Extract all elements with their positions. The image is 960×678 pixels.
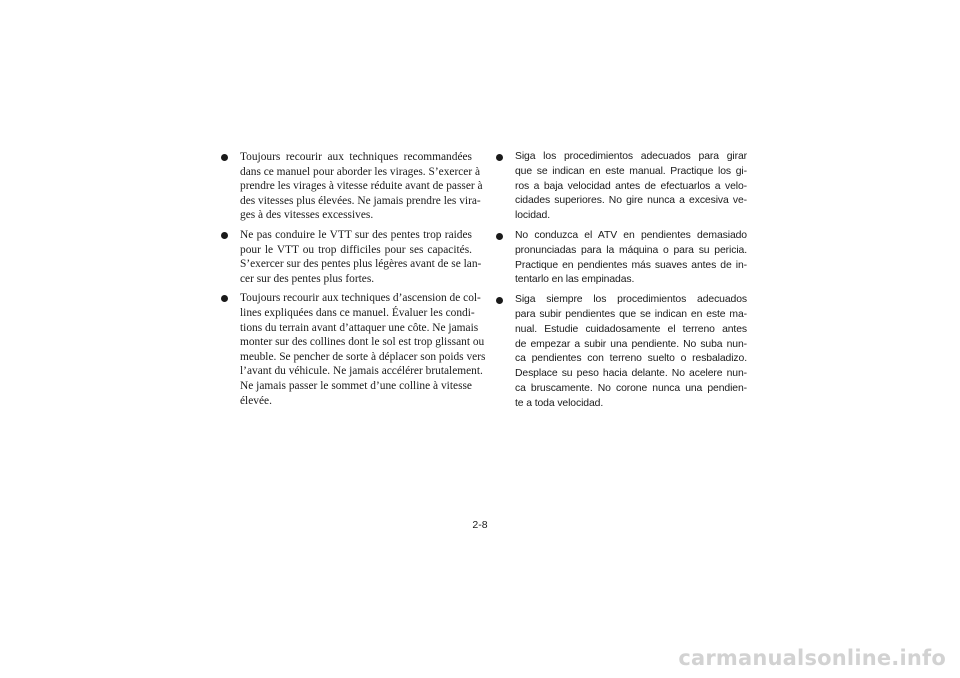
text-line: Practique en pendientes más suaves antes de in- xyxy=(515,259,747,271)
text-line: monter sur des collines dont le sol est trop glissant ou xyxy=(240,336,485,349)
bullet-dot-icon xyxy=(496,233,503,240)
bullet-dot-icon xyxy=(221,295,228,302)
watermark: carmanualsonline.info xyxy=(678,646,946,670)
text-line: ca pendientes con terreno suelto o resbaladizo. xyxy=(515,353,747,365)
text-line: ca bruscamente. No corone nunca una pendien- xyxy=(515,382,747,394)
text-line: ges à des vitesses excessives. xyxy=(240,209,374,222)
text-line: Desplace su peso hacia delante. No acelere nun- xyxy=(515,368,747,380)
text-line: Siga los procedimientos adecuados para girar xyxy=(515,151,747,162)
text-line: des vitesses plus élevées. Ne jamais prendre les vira- xyxy=(240,194,481,207)
text-line: tions du terrain avant d’attaquer une côte. Ne jamais xyxy=(240,321,479,334)
text-line: Ne pas conduire le VTT sur des pentes trop raides xyxy=(240,228,472,241)
text-line: l’avant du véhicule. Ne jamais accélérer brutalement. xyxy=(240,365,483,378)
page-number: 2-8 xyxy=(472,519,488,531)
text-line: nual. Estudie cuidadosamente el terreno antes xyxy=(515,323,747,335)
text-line: meuble. Se pencher de sorte à déplacer son poids vers xyxy=(240,350,486,363)
spanish-column xyxy=(495,150,747,417)
bullet-dot-icon xyxy=(496,297,503,304)
bullet-dot-icon xyxy=(221,154,228,161)
text-line: Toujours recourir aux techniques recommandées xyxy=(240,151,472,163)
text-line: para subir pendientes que se indican en este ma- xyxy=(515,308,747,320)
text-line: cer sur des pentes plus fortes. xyxy=(240,272,375,285)
text-line: Ne jamais passer le sommet d’une colline à vitesse xyxy=(240,379,472,392)
text-line: No conduzca el ATV en pendientes demasiado xyxy=(515,229,747,241)
french-bullet-item-3 xyxy=(220,291,486,408)
spanish-bullet-item-2 xyxy=(495,229,747,288)
text-line: dans ce manuel pour aborder les virages. S’exercer à xyxy=(240,165,481,178)
text-line: cidades superiores. No gire nunca a excesiva ve- xyxy=(515,195,747,207)
text-line: de empezar a subir una pendiente. No suba nun- xyxy=(515,338,747,350)
text-line: Toujours recourir aux techniques d’ascension de col- xyxy=(240,292,481,305)
text-line: que se indican en este manual. Practique los gi- xyxy=(515,165,747,177)
text-line: ros a baja velocidad antes de efectuarlos a velo- xyxy=(515,180,747,192)
bullet-dot-icon xyxy=(496,154,503,161)
bullet-dot-icon xyxy=(221,232,228,239)
text-line: tentarlo en las empinadas. xyxy=(515,274,635,286)
spanish-bullet-item-1 xyxy=(495,150,747,224)
french-bullet-item-1 xyxy=(220,150,483,223)
text-line: élevée. xyxy=(240,394,272,407)
french-column xyxy=(220,150,486,413)
text-line: pronunciadas para la máquina o para su pericia. xyxy=(515,244,747,256)
text-line: locidad. xyxy=(515,210,551,222)
spanish-bullet-item-3 xyxy=(495,293,747,411)
text-line: prendre les virages à vitesse réduite avant de passer à xyxy=(240,180,483,193)
text-line: pour le VTT ou trop difficiles pour ses capacités. xyxy=(240,243,472,256)
text-line: Siga siempre los procedimientos adecuados xyxy=(515,294,747,306)
text-line: S’exercer sur des pentes plus légères avant de se lan- xyxy=(240,258,482,271)
text-line: lines expliquées dans ce manuel. Évaluer les condi- xyxy=(240,306,475,319)
text-line: te a toda velocidad. xyxy=(515,397,604,409)
french-bullet-item-2 xyxy=(220,228,482,286)
